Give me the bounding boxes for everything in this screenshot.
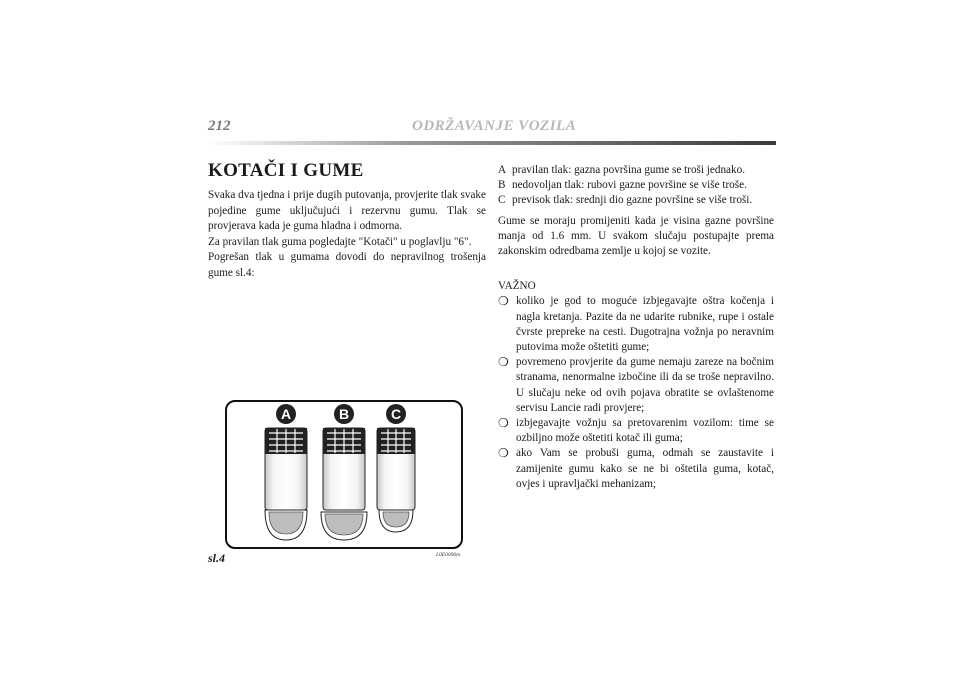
bullet-text: povremeno provjerite da gume nemaju zareze na bočnim stranama, nenormalne izbočine ili da se troše nepravilno. U slučaju neke od ovih pojava obratite se ovlaštenome servisu Lancie radi provjere; [516,356,774,414]
left-column [208,160,486,281]
paragraph-wrong-pressure: Pogrešan tlak u gumama dovodi do nepravilnog trošenja gume sl.4: [208,251,486,279]
wear-item-b [498,178,774,193]
paragraph-pressure-reference: Za pravilan tlak guma pogledajte "Kotači" u poglavlju "6". [208,235,472,248]
figure-code: L0E0096m [436,552,461,558]
bullet-text: koliko je god to moguće izbjegavajte oštra kočenja i nagla kretanja. Pazite da ne udarite rubnike, rupe i ostale čvrste prepreke na cesti. Dugotrajna vožnja po neravnim putovima može oštetiti gume; [516,295,774,354]
tyre-c-icon [377,428,415,532]
bullet-icon: ❍ [498,294,509,309]
figure-label-c [386,404,406,424]
chapter-title: ODRŽAVANJE VOZILA [412,118,577,134]
bullet-text: izbjegavajte vožnju sa pretovarenim vozilom: time se ozbiljno može oštetiti kotač ili guma; [516,417,774,445]
header-rule [208,141,776,145]
wear-item-key: A [498,164,507,176]
bullet-icon: ❍ [498,416,509,431]
wear-item-text: pravilan tlak: gazna površina gume se troši jednako. [512,164,746,176]
wear-item-key: B [498,179,506,192]
section-title: KOTAČI I GUME [208,160,364,181]
figure-caption: sl.4 [208,551,226,565]
paragraph-check-pressure: Svaka dva tjedna i prije dugih putovanja, provjerite tlak svake pojedine gume uključujući i rezervnu gumu. Tlak se provjerava kada je guma hladna i odmorna. [208,189,486,232]
bullet-icon: ❍ [498,446,509,461]
important-heading: VAŽNO [498,280,536,293]
tyre-b-icon [321,428,367,540]
right-column [498,163,774,492]
wear-item-text: previsok tlak: srednji dio gazne površine se više troši. [512,194,753,207]
wear-item-a [498,163,774,178]
bullet-icon: ❍ [498,355,509,370]
bullet-text: ako Vam se probuši guma, odmah se zaustavite i zamijenite gumu kako se ne bi oštetila guma, kotač, ovjes i upravljački mehanizam; [516,447,774,490]
svg-text:B: B [338,406,350,422]
wear-item-key: C [498,194,506,207]
svg-text:C: C [390,406,402,422]
page-number: 212 [208,118,231,134]
important-bullet [498,294,774,355]
tyre-a-icon [265,428,307,540]
figure-label-a [276,404,296,424]
important-bullet [498,355,774,416]
figure-label-b [334,404,354,424]
important-bullet [498,416,774,446]
svg-text:A: A [280,406,292,422]
important-bullet [498,446,774,492]
replacement-note: Gume se moraju promijeniti kada je visina gazne površine manja od 1.6 mm. U svakom slučaju postupajte prema zakonskim odredbama zemlje u kojoj se vozite. [498,214,774,258]
wear-item-text: nedovoljan tlak: rubovi gazne površine se više troše. [512,179,747,192]
tyre-wear-figure [225,400,463,549]
wear-item-c [498,193,774,208]
